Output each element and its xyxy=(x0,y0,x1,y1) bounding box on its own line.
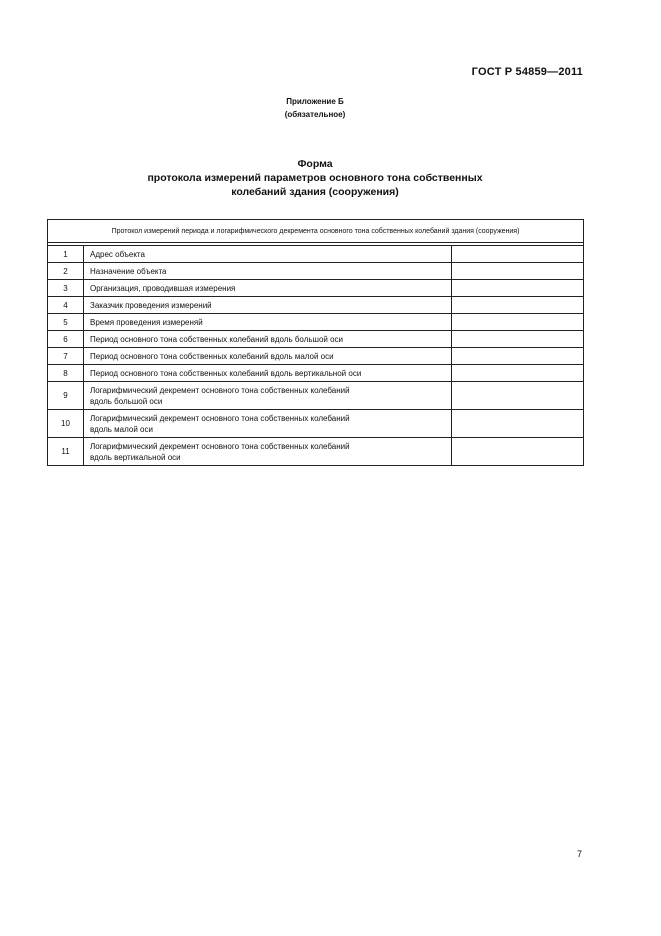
row-label-line-1: Логарифмический декремент основного тона собственных колебаний xyxy=(90,441,350,451)
row-label: Заказчик проведения измерений xyxy=(84,297,452,314)
row-value-cell[interactable] xyxy=(452,348,584,365)
document-code: ГОСТ Р 54859—2011 xyxy=(471,66,583,78)
table-header: Протокол измерений периода и логарифмического декремента основного тона собственных колебаний здания (сооружения) xyxy=(48,220,584,243)
row-label-line-1: Логарифмический декремент основного тона собственных колебаний xyxy=(90,385,350,395)
table-row xyxy=(48,314,584,331)
table-header-row xyxy=(48,220,584,243)
table-row xyxy=(48,280,584,297)
row-label: Адрес объекта xyxy=(84,246,452,263)
row-label xyxy=(84,382,452,410)
page-number: 7 xyxy=(577,849,583,859)
row-value-cell[interactable] xyxy=(452,365,584,382)
form-title-line-1: Форма xyxy=(297,158,333,170)
table-row xyxy=(48,365,584,382)
form-title xyxy=(0,157,630,199)
row-label-line-2: вдоль вертикальной оси xyxy=(90,452,181,462)
row-label-line-2: вдоль малой оси xyxy=(90,424,153,434)
row-number: 10 xyxy=(48,410,84,438)
row-value-cell[interactable] xyxy=(452,382,584,410)
row-number: 1 xyxy=(48,246,84,263)
form-title-line-2: протокола измерений параметров основного тона собственных xyxy=(147,172,483,184)
table-row xyxy=(48,331,584,348)
appendix-title: Приложение Б xyxy=(286,97,344,106)
row-number: 11 xyxy=(48,438,84,466)
row-label: Организация, проводившая измерения xyxy=(84,280,452,297)
row-label xyxy=(84,410,452,438)
table-row xyxy=(48,263,584,280)
row-label: Назначение объекта xyxy=(84,263,452,280)
appendix-status: (обязательное) xyxy=(284,110,346,119)
table-row xyxy=(48,246,584,263)
row-label-line-2: вдоль большой оси xyxy=(90,396,163,406)
row-number: 7 xyxy=(48,348,84,365)
row-label: Время проведения измереняй xyxy=(84,314,452,331)
row-number: 2 xyxy=(48,263,84,280)
row-label xyxy=(84,438,452,466)
row-number: 3 xyxy=(48,280,84,297)
table-row xyxy=(48,382,584,410)
row-value-cell[interactable] xyxy=(452,263,584,280)
row-value-cell[interactable] xyxy=(452,331,584,348)
form-title-line-3: колебаний здания (сооружения) xyxy=(231,186,399,198)
table-row xyxy=(48,410,584,438)
row-number: 6 xyxy=(48,331,84,348)
row-number: 5 xyxy=(48,314,84,331)
row-value-cell[interactable] xyxy=(452,246,584,263)
row-label: Период основного тона собственных колебаний вдоль вертикальной оси xyxy=(84,365,452,382)
row-value-cell[interactable] xyxy=(452,297,584,314)
row-number: 4 xyxy=(48,297,84,314)
row-value-cell[interactable] xyxy=(452,438,584,466)
appendix-heading xyxy=(0,95,630,121)
row-value-cell[interactable] xyxy=(452,280,584,297)
row-value-cell[interactable] xyxy=(452,314,584,331)
row-number: 8 xyxy=(48,365,84,382)
row-number: 9 xyxy=(48,382,84,410)
table-row xyxy=(48,348,584,365)
row-label: Период основного тона собственных колебаний вдоль большой оси xyxy=(84,331,452,348)
protocol-table xyxy=(47,219,584,466)
row-label-line-1: Логарифмический декремент основного тона собственных колебаний xyxy=(90,413,350,423)
table-row xyxy=(48,297,584,314)
table-row xyxy=(48,438,584,466)
row-value-cell[interactable] xyxy=(452,410,584,438)
row-label: Период основного тона собственных колебаний вдоль малой оси xyxy=(84,348,452,365)
